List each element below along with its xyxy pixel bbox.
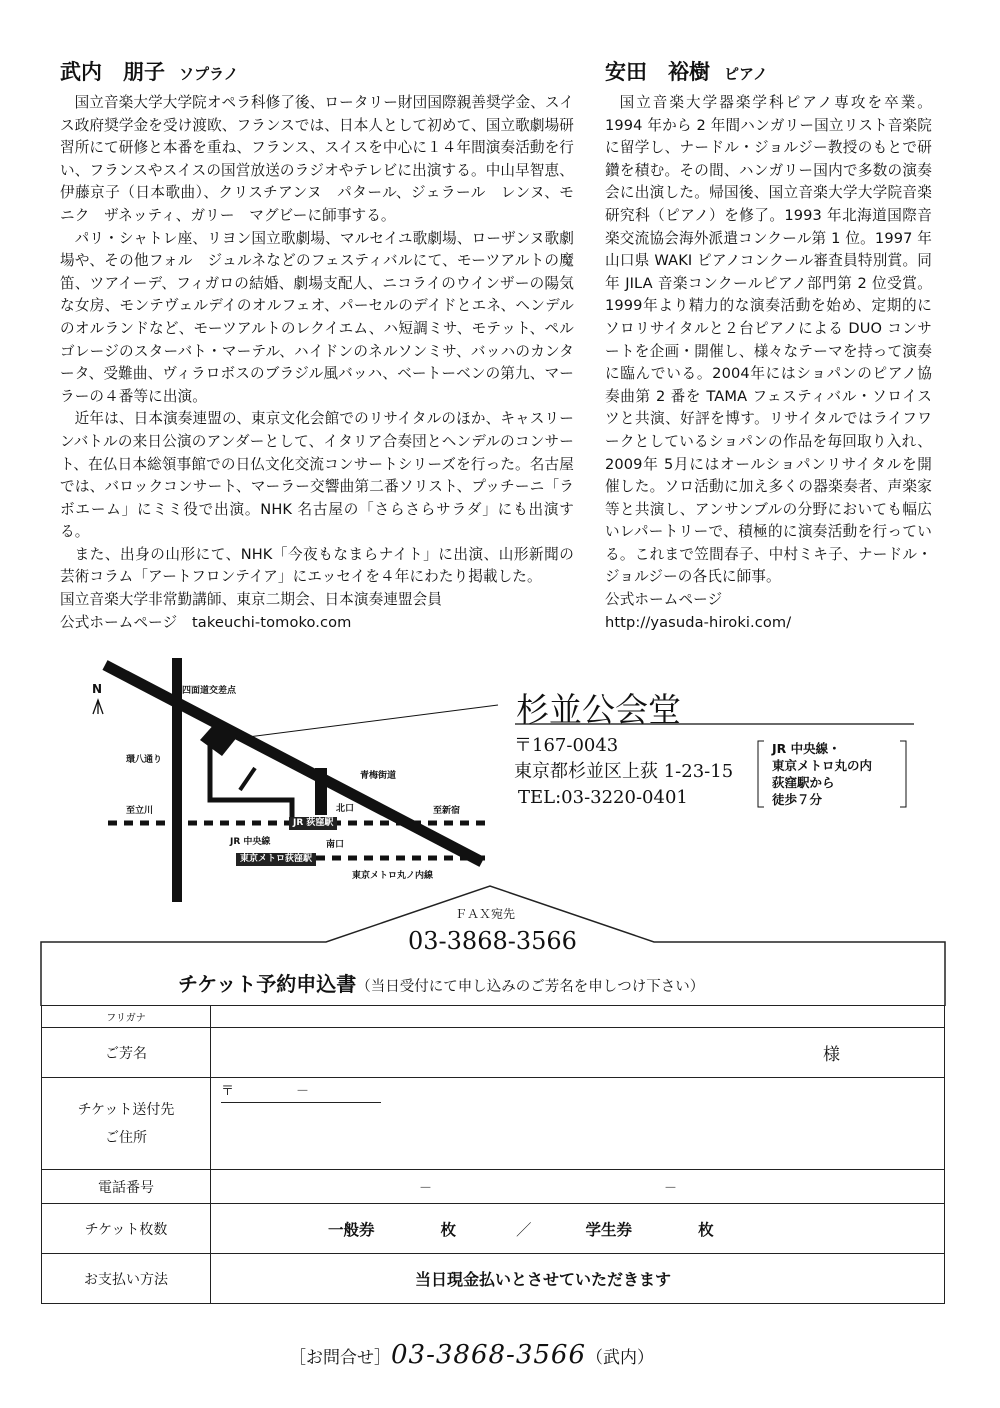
pianist-name xyxy=(605,56,768,86)
furigana-field[interactable] xyxy=(211,1006,945,1028)
access-box-left xyxy=(758,741,764,807)
venue-access-line: 荻窪駅から xyxy=(772,775,835,790)
map-jr-line-label: JR 中央線 xyxy=(230,837,271,847)
contact-line xyxy=(289,1340,654,1370)
map-to-shinjuku-label: 至新宿 xyxy=(433,806,461,816)
venue-tel: TEL:03-3220-0401 xyxy=(518,787,688,808)
tickets-label xyxy=(42,1204,211,1254)
singer-bio-paragraph: 国立音楽大学大学院オペラ科修了後、ロータリー財団国際親善奨学金、スイス政府奨学金を受け渡欧、フランスでは、日本人として初めて、国立歌劇場研習所にて研修と本番を重ね、フランス、スイスを中心に１４年間演奏活動を行い、フランスやスイスの国営放送のラジオやテレビに出演する。中山早智恵、伊藤京子（日本歌曲）、クリスチアンヌ パタール、ジェラール レンヌ、モニク ザネッティ、ガリー マグビーに師事する。 xyxy=(60,94,574,224)
side-road xyxy=(183,706,300,768)
phone-dash-1: － xyxy=(419,1181,433,1196)
form-title-note: （当日受付にて申し込みのご芳名を申しつけ下さい） xyxy=(356,979,705,995)
north-exit-road xyxy=(315,768,327,815)
pianist-homepage-link[interactable]: http://yasuda-hiroki.com/ xyxy=(605,613,792,631)
map-intersection-label: 四面道交差点 xyxy=(182,686,237,696)
map-kanpachi-label: 環八通り xyxy=(126,755,163,765)
ticket-separator: ／ xyxy=(516,1220,532,1239)
furigana-label xyxy=(42,1006,211,1028)
contact-person: （武内） xyxy=(586,1348,654,1368)
name-field[interactable] xyxy=(211,1028,945,1078)
pianist-bio-paragraph: 国立音楽大学器楽学科ピアノ専攻を卒業。1994 年から 2 年間ハンガリー国立リスト音楽院に留学し、ナードル・ジョルジー教授のもとで研鑽を積む。その間、ハンガリー国内で多数の演奏会に出演した。帰国後、国立音楽大学大学院音楽研究科（ピアノ）を修了。1993 年北海道国際音楽交流協会海外派遣コンクール第 1 位。1997 年山口県 WAKI ピアノコンクール審査員特別賞。同年 JILA 音楽コンクールピアノ部門第 2 位受賞。1999年より精力的な演奏活動を始め、定期的にソロリサイタルと２台ピアノによる DUO コンサートを企画・開催し、様々なテーマを持って演奏に臨んでいる。2004年にはショパンのピアノ協奏曲第 2 番を TAMA フェスティバル・ソロイスツと共演、好評を博す。リサイタルではライフワークとしているショパンの作品を毎回取り入れ、2009年 5月にはオールショパンリサイタルを開催した。ソロ活動に加え多くの器楽奏者、声楽家等と共演し、アンサンブルの分野においても幅広いレパートリーで、積極的に演奏活動を行っている。これまで笠間春子、中村ミキ子、ナードル・ジョルジーの各氏に師事。 xyxy=(605,94,932,586)
venue-name: 杉並公会堂 xyxy=(516,690,681,729)
venue-address: 東京都杉並区上荻 1-23-15 xyxy=(514,761,734,782)
venue-info xyxy=(514,733,733,811)
map-metro-station-label: 東京メトロ荻窪駅 xyxy=(236,853,316,866)
map-metro-line-label: 東京メトロ丸ノ内線 xyxy=(352,871,434,881)
phone-label-text: 電話番号 xyxy=(98,1179,154,1196)
singer-affiliation: 国立音楽大学非常勤講師、東京二期会、日本演奏連盟会員 xyxy=(60,591,443,609)
venue-access-line: 東京メトロ丸の内 xyxy=(772,758,873,773)
fax-label: ＦＡＸ宛先 xyxy=(455,907,516,921)
address-field[interactable] xyxy=(211,1078,945,1170)
singer-homepage-link[interactable]: takeuchi-tomoko.com xyxy=(191,613,352,631)
sama-text: 様 xyxy=(823,1045,840,1065)
contact-label: ［お問合せ］ xyxy=(289,1348,391,1368)
tickets-label-text: チケット枚数 xyxy=(84,1221,168,1238)
furigana-label-text: フリガナ xyxy=(106,1013,146,1024)
address-label-line1: チケット送付先 xyxy=(77,1101,175,1118)
general-ticket-label: 一般券 xyxy=(328,1219,375,1239)
singer-homepage-line xyxy=(60,612,574,635)
payment-label xyxy=(42,1254,211,1304)
payment-value: 当日現金払いとさせていただきます xyxy=(414,1270,671,1289)
form-title-text: チケット予約申込書 xyxy=(178,972,357,996)
singer-bio-paragraph: パリ・シャトレ座、リヨン国立歌劇場、マルセイユ歌劇場、ローザンヌ歌劇場や、その他フォル ジュルネなどのフェスティバルにて、モーツアルトの魔笛、ツアイーデ、フィガロの結婚、劇場支配人、ニコライのウインザーの陽気な女房、モンテヴェルデイのオルフェオ、パーセルのデイドとエネ、ヘンデルのオルランドなど、モーツアルトのレクイエム、ハ短調ミサ、モテット、ペルゴレージのスターバト・マーテル、ハイドンのネルソンミサ、バッハのカンタータ、受難曲、ヴィラロボスのブラジル風バッハ、ベートーベンの第九、マーラーの４番等に出演。 xyxy=(60,229,574,405)
student-ticket-label: 学生券 xyxy=(585,1219,633,1239)
general-ticket-unit: 枚 xyxy=(440,1219,457,1239)
phone-label xyxy=(42,1170,211,1204)
small-street xyxy=(240,768,255,790)
singer-role: ソプラノ xyxy=(179,65,239,83)
name-label xyxy=(42,1028,211,1078)
map-south-exit-label: 南口 xyxy=(326,840,345,850)
pianist-role: ピアノ xyxy=(724,65,768,83)
name-label-text: ご芳名 xyxy=(105,1045,147,1062)
pianist-bio xyxy=(605,92,932,634)
postal-mark: 〒 xyxy=(221,1084,235,1099)
form-title xyxy=(178,968,704,997)
fax-number: 03-3868-3566 xyxy=(408,927,577,955)
phone-dash-2: － xyxy=(664,1181,678,1196)
reservation-form xyxy=(41,1005,945,1304)
map-north-exit-label: 北口 xyxy=(336,804,355,814)
payment-field xyxy=(211,1254,945,1304)
singer-name xyxy=(60,56,239,86)
pianist-name-text: 安田 裕樹 xyxy=(605,60,710,84)
singer-bio-paragraph: 近年は、日本演奏連盟の、東京文化会館でのリサイタルのほか、キャスリーンバトルの来日公演のアンダーとして、イタリア合奏団とヘンデルのコンサート、在仏日本総領事館での日仏文化交流コンサートシリーズを行った。名古屋では、バロックコンサート、マーラー交響曲第二番ソリスト、プッチーニ「ラ ボエーム」にミミ役で出演。NHK 名古屋の「さらさらサラダ」にも出演する。 xyxy=(60,410,589,541)
venue-access xyxy=(772,740,872,808)
student-ticket-unit: 枚 xyxy=(698,1219,714,1239)
address-label-line2: ご住所 xyxy=(105,1129,147,1146)
tickets-field[interactable] xyxy=(211,1204,945,1254)
address-label xyxy=(42,1078,211,1170)
venue-access-line: 徒歩７分 xyxy=(772,792,823,807)
postal-code-field[interactable] xyxy=(221,1082,381,1103)
singer-name-text: 武内 朋子 xyxy=(60,60,165,84)
payment-label-text: お支払い方法 xyxy=(84,1271,168,1288)
map-oume-label: 青梅街道 xyxy=(360,771,397,781)
map-to-tachikawa-label: 至立川 xyxy=(126,806,154,816)
map-north-label: N xyxy=(92,682,103,696)
singer-homepage-label: 公式ホームページ xyxy=(60,613,178,631)
phone-field[interactable] xyxy=(211,1170,945,1204)
venue-access-line: JR 中央線・ xyxy=(772,741,841,756)
venue-postal: 〒167-0043 xyxy=(514,735,619,756)
access-box-right xyxy=(900,741,906,807)
singer-bio xyxy=(60,92,589,634)
postal-dash: － xyxy=(296,1084,310,1099)
contact-number: 03-3868-3566 xyxy=(391,1340,586,1370)
pianist-homepage-label: 公式ホームページ xyxy=(605,591,723,609)
map-jr-station-label: JR 荻窪駅 xyxy=(289,817,337,830)
venue-leader-line xyxy=(240,705,498,738)
singer-bio-paragraph: また、出身の山形にて、NHK「今夜もなまらナイト」に出演、山形新聞の芸術コラム「アートフロンテイア」にエッセイを４年にわたり掲載した。 xyxy=(60,545,574,586)
